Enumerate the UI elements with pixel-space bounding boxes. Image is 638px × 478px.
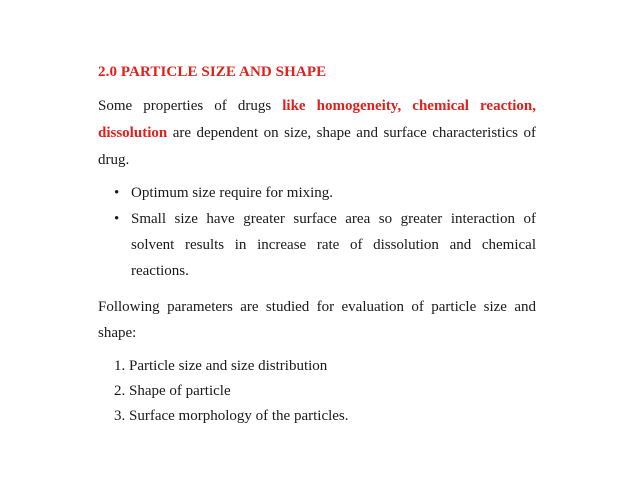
- parameter-item: 2. Shape of particle: [114, 383, 231, 399]
- bullet-text: Small size have greater surface area so greater interaction of solvent results in increase rate of dissolution and chemical reactions.: [131, 211, 536, 279]
- parameter-item: 1. Particle size and size distribution: [114, 358, 328, 374]
- parameters-list: [98, 354, 536, 429]
- bullet-list: [98, 180, 536, 284]
- intro-highlight: like homogeneity, chemical reaction, dissolution: [98, 98, 536, 141]
- bullet-item: [98, 206, 536, 284]
- parameters-intro: Following parameters are studied for evaluation of particle size and shape:: [98, 299, 536, 341]
- parameter-item: 3. Surface morphology of the particles.: [114, 408, 349, 424]
- bullet-text: Optimum size require for mixing.: [131, 185, 334, 201]
- intro-text-end: are dependent on size, shape and surface characteristics of drug.: [98, 125, 536, 168]
- bullet-icon: •: [114, 211, 120, 227]
- intro-paragraph: [98, 93, 536, 174]
- bullet-icon: •: [114, 185, 120, 201]
- section-heading: 2.0 PARTICLE SIZE AND SHAPE: [98, 64, 327, 80]
- intro-text-start: Some properties of drugs: [98, 98, 283, 114]
- bullet-item: [98, 180, 536, 206]
- slide-content: [98, 64, 536, 429]
